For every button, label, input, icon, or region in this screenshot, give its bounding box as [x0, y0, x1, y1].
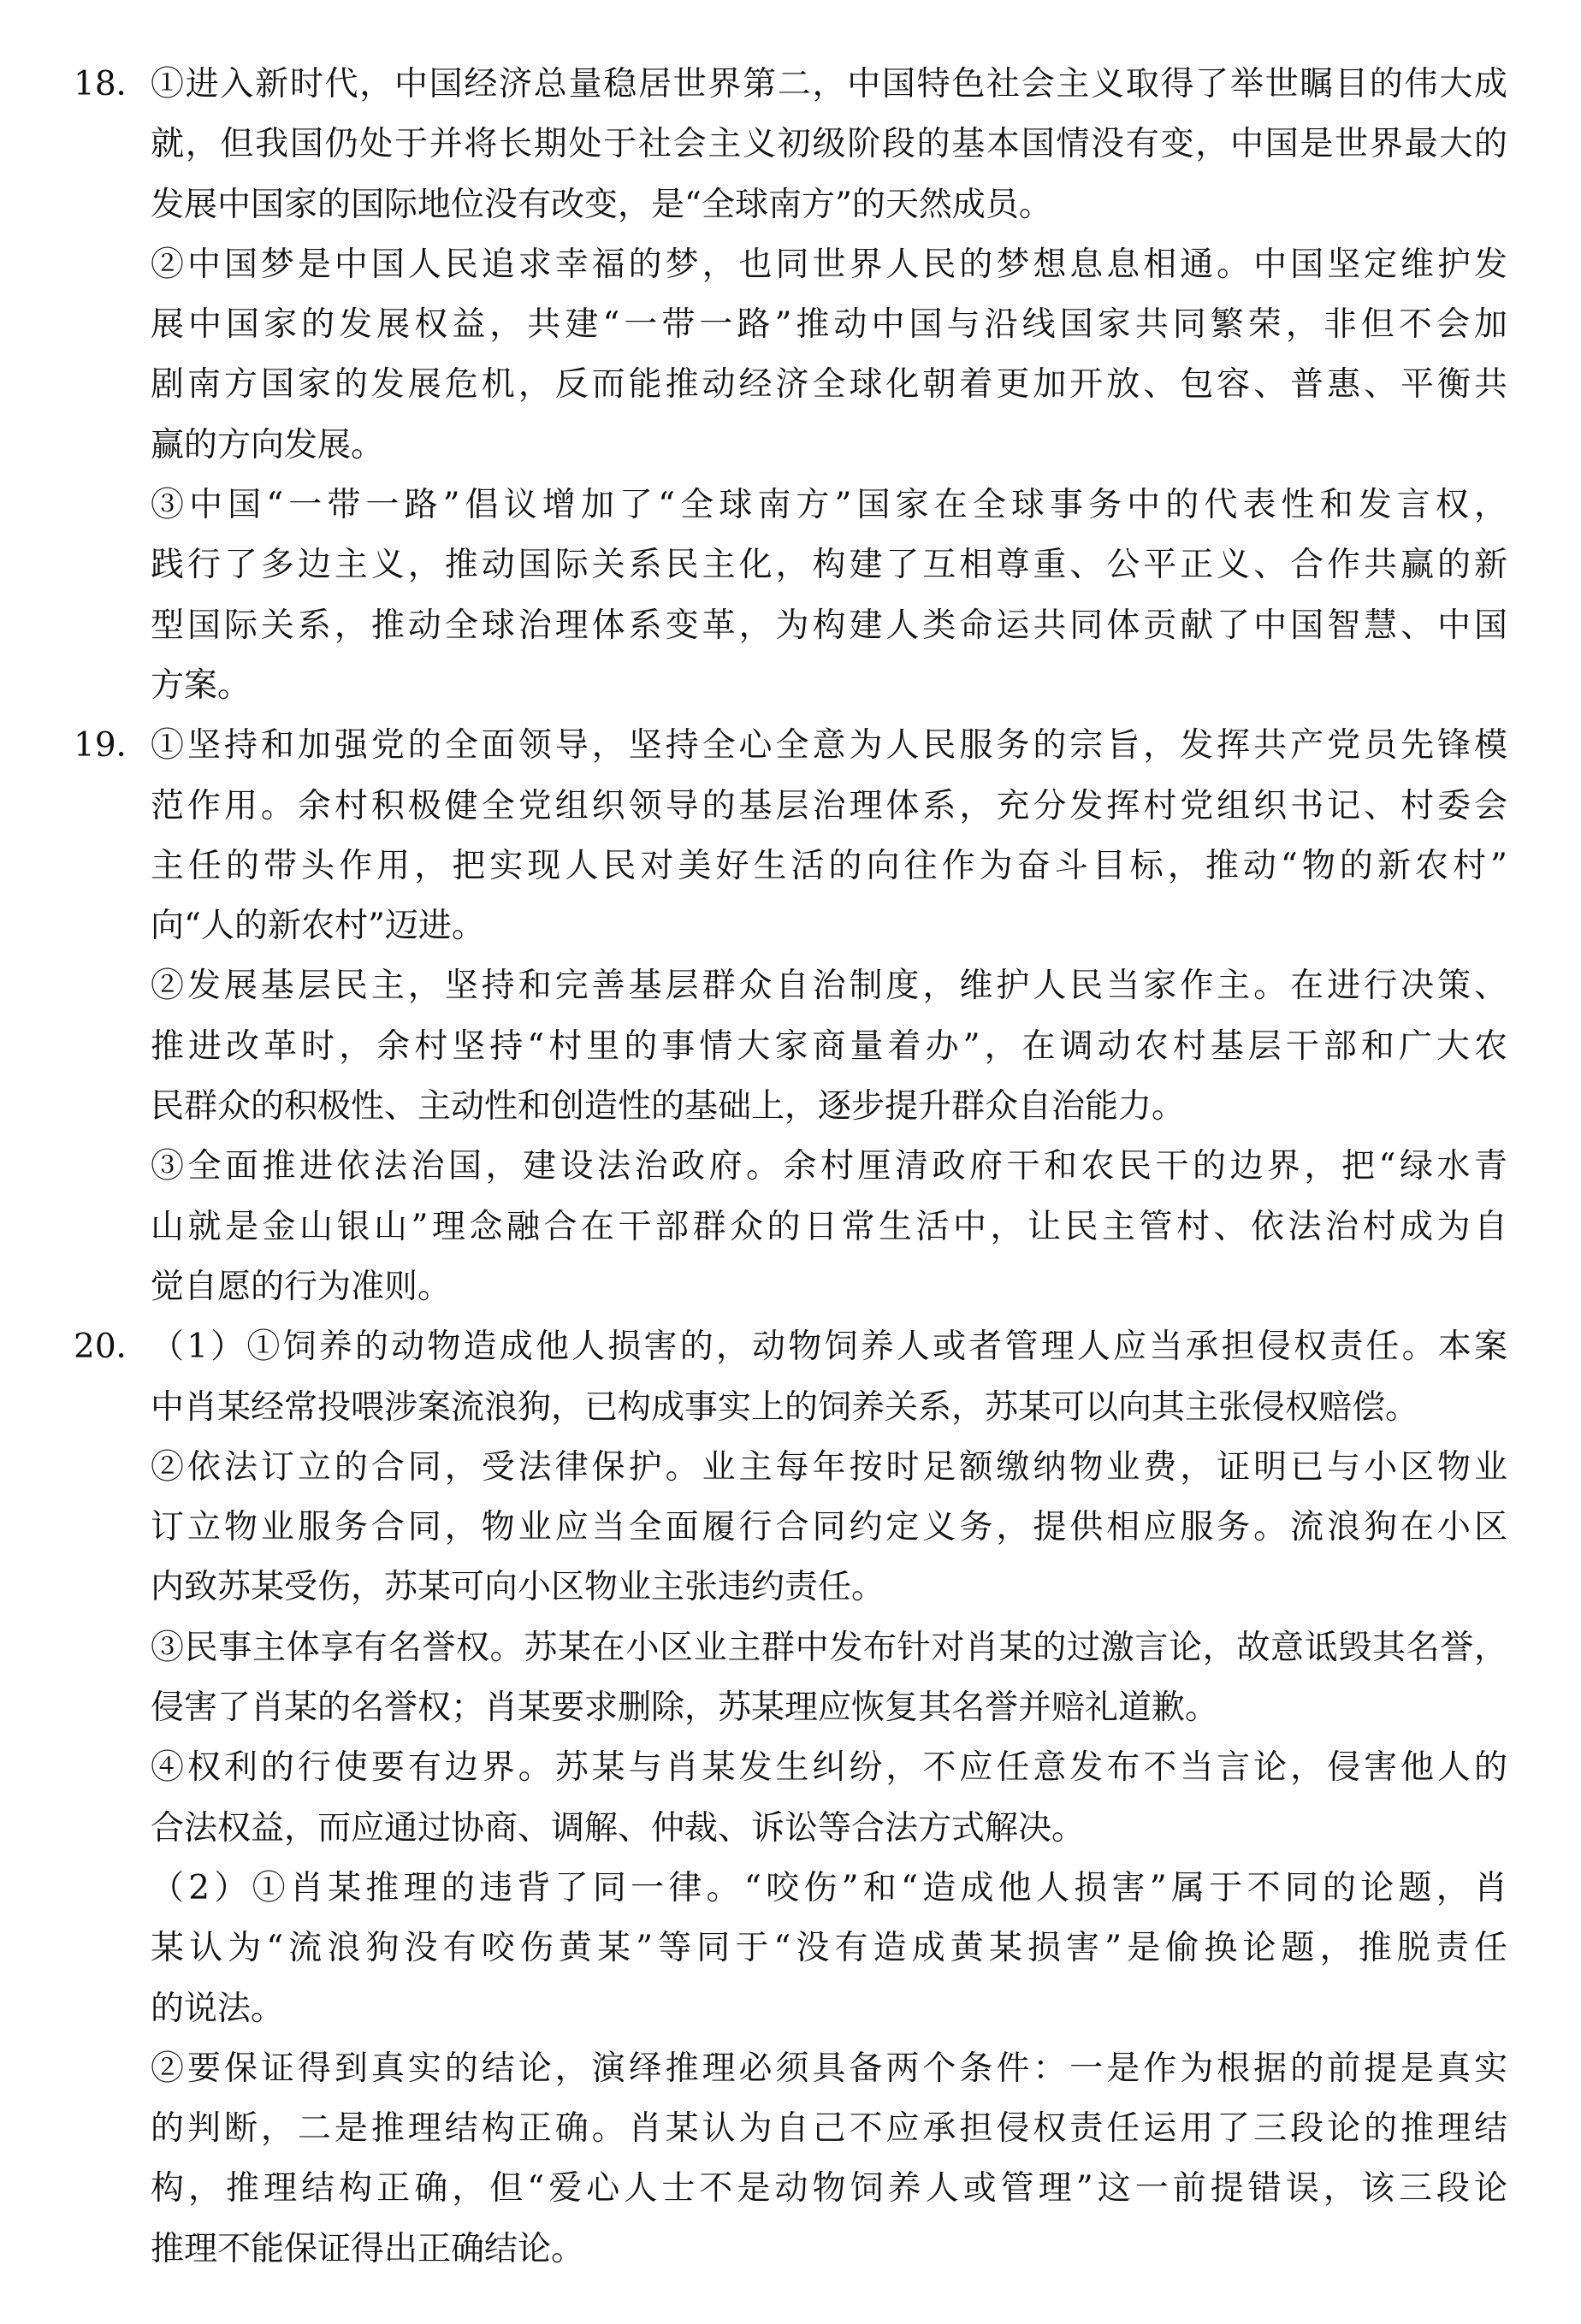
question-number: 18．	[74, 65, 150, 103]
answer-line-text: ③全面推进依法治国，建设法治政府。余村厘清政府干和农民干的边界，把“绿水青	[151, 1147, 1507, 1186]
answer-line	[74, 535, 1507, 595]
answer-line	[74, 2220, 1507, 2280]
answer-line-text: 民群众的积极性、主动性和创造性的基础上，逐步提升群众自治能力。	[151, 1087, 1186, 1127]
answer-paragraph	[74, 1738, 1507, 1859]
answer-line	[74, 355, 1507, 415]
answer-line-text: 发展中国家的国际地位没有改变，是“全球南方”的天然成员。	[151, 185, 1052, 224]
answer-line	[74, 837, 1507, 896]
question-block	[74, 716, 1507, 1317]
answer-line	[74, 1017, 1507, 1077]
answer-line	[74, 1919, 1507, 1978]
answer-line-text: 内致苏某受伤，苏某可向小区物业主张违约责任。	[151, 1568, 885, 1607]
answer-line	[74, 896, 1507, 956]
answer-line	[74, 1077, 1507, 1137]
answer-line-text: （1）①饲养的动物造成他人损害的，动物饲养人或者管理人应当承担侵权责任。本案	[151, 1328, 1507, 1367]
answer-line	[74, 1257, 1507, 1317]
question-block	[74, 1317, 1507, 2280]
answer-paragraph	[74, 1137, 1507, 1317]
answer-line	[74, 1378, 1507, 1438]
answer-line	[74, 1317, 1507, 1377]
answer-paragraph	[74, 956, 1507, 1137]
answer-paragraph	[74, 235, 1507, 476]
answer-line-text: ①坚持和加强党的全面领导，坚持全心全意为人民服务的宗旨，发挥共产党员先锋模	[151, 726, 1507, 766]
answer-line-text: 型国际关系，推动全球治理体系变革，为构建人类命运共同体贡献了中国智慧、中国	[151, 606, 1507, 645]
answer-line	[74, 1137, 1507, 1197]
answer-line	[74, 1558, 1507, 1617]
answer-line-text: 向“人的新农村”迈进。	[151, 907, 485, 946]
answer-paragraph	[74, 55, 1507, 235]
answer-line	[74, 656, 1507, 716]
answer-line	[74, 1438, 1507, 1498]
answer-line	[74, 2099, 1507, 2159]
question-block	[74, 55, 1507, 716]
answer-line	[74, 2039, 1507, 2099]
answer-line-text: 践行了多边主义，推动国际关系民主化，构建了互相尊重、公平正义、合作共赢的新	[151, 546, 1507, 585]
answer-line-text: 某认为“流浪狗没有咬伤黄某”等同于“没有造成黄某损害”是偷换论题，推脱责任	[151, 1929, 1507, 1968]
answer-line	[74, 716, 1507, 776]
answer-line	[74, 777, 1507, 837]
answer-line	[74, 175, 1507, 235]
answer-line-text: ②依法订立的合同，受法律保护。业主每年按时足额缴纳物业费，证明已与小区物业	[151, 1447, 1507, 1487]
answer-line-text: 侵害了肖某的名誉权；肖某要求删除，苏某理应恢复其名誉并赔礼道歉。	[151, 1688, 1219, 1728]
answer-line	[74, 416, 1507, 476]
answer-line	[74, 1498, 1507, 1558]
answer-line	[74, 1979, 1507, 2039]
answer-line	[74, 476, 1507, 535]
answer-line	[74, 956, 1507, 1016]
answer-line-text: ②发展基层民主，坚持和完善基层群众自治制度，维护人民当家作主。在进行决策、	[151, 967, 1507, 1006]
answer-line-text: 主任的带头作用，把实现人民对美好生活的向往作为奋斗目标，推动“物的新农村”	[151, 846, 1507, 885]
answer-line	[74, 1197, 1507, 1257]
answer-paragraph	[74, 2039, 1507, 2280]
answer-line-text: 的判断，二是推理结构正确。肖某认为自己不应承担侵权责任运用了三段论的推理结	[151, 2109, 1507, 2149]
answer-line-text: 推进改革时，余村坚持“村里的事情大家商量着办”，在调动农村基层干部和广大农	[151, 1026, 1507, 1066]
answer-line-text: 构，推理结构正确，但“爱心人士不是动物饲养人或管理”这一前提错误，该三段论	[151, 2169, 1507, 2209]
answer-line	[74, 115, 1507, 174]
answer-line	[74, 1678, 1507, 1738]
answer-line-text: 赢的方向发展。	[151, 425, 385, 464]
answer-paragraph	[74, 716, 1507, 956]
answer-paragraph	[74, 1859, 1507, 2039]
answer-line-text: 订立物业服务合同，物业应当全面履行合同约定义务，提供相应服务。流浪狗在小区	[151, 1508, 1507, 1547]
answer-line-text: ②要保证得到真实的结论，演绎推理必须具备两个条件：一是作为根据的前提是真实	[151, 2049, 1507, 2088]
answer-line	[74, 1618, 1507, 1678]
answer-paragraph	[74, 1317, 1507, 1438]
answer-paragraph	[74, 1618, 1507, 1739]
answer-line	[74, 596, 1507, 656]
question-number: 19．	[74, 726, 150, 766]
answer-paragraph	[74, 1438, 1507, 1618]
answer-line-text: ③中国“一带一路”倡议增加了“全球南方”国家在全球事务中的代表性和发言权，	[151, 486, 1507, 525]
answer-line-text: 中肖某经常投喂涉案流浪狗，已构成事实上的饲养关系，苏某可以向其主张侵权赔偿。	[151, 1387, 1419, 1427]
answer-line-text: 山就是金山银山”理念融合在干部群众的日常生活中，让民主管村、依法治村成为自	[151, 1207, 1507, 1246]
answer-line-text: 推理不能保证得出正确结论。	[151, 2229, 585, 2268]
answer-document	[74, 55, 1507, 2280]
answer-paragraph	[74, 476, 1507, 716]
answer-line-text: （2）①肖某推理的违背了同一律。“咬伤”和“造成他人损害”属于不同的论题，肖	[151, 1868, 1507, 1907]
answer-line-text: 合法权益，而应通过协商、调解、仲裁、诉讼等合法方式解决。	[151, 1808, 1086, 1848]
answer-line	[74, 1799, 1507, 1859]
answer-line-text: ①进入新时代，中国经济总量稳居世界第二，中国特色社会主义取得了举世瞩目的伟大成	[151, 65, 1507, 103]
answer-line-text: 方案。	[151, 665, 252, 705]
answer-line-text: ③民事主体享有名誉权。苏某在小区业主群中发布针对肖某的过激言论，故意诋毁其名誉，	[151, 1628, 1507, 1667]
answer-line	[74, 1738, 1507, 1798]
answer-line	[74, 1859, 1507, 1919]
answer-line-text: ④权利的行使要有边界。苏某与肖某发生纠纷，不应任意发布不当言论，侵害他人的	[151, 1748, 1507, 1788]
answer-line-text: 范作用。余村积极健全党组织领导的基层治理体系，充分发挥村党组织书记、村委会	[151, 786, 1507, 825]
answer-line	[74, 55, 1507, 115]
answer-line	[74, 235, 1507, 295]
answer-line	[74, 295, 1507, 355]
answer-line-text: 觉自愿的行为准则。	[151, 1267, 452, 1306]
answer-line-text: 就，但我国仍处于并将长期处于社会主义初级阶段的基本国情没有变，中国是世界最大的	[151, 125, 1507, 164]
answer-line-text: ②中国梦是中国人民追求幸福的梦，也同世界人民的梦想息息相通。中国坚定维护发	[151, 245, 1507, 284]
answer-line-text: 剧南方国家的发展危机，反而能推动经济全球化朝着更加开放、包容、普惠、平衡共	[151, 365, 1507, 405]
question-number: 20．	[74, 1328, 150, 1367]
answer-line-text: 展中国家的发展权益，共建“一带一路”推动中国与沿线国家共同繁荣，非但不会加	[151, 305, 1507, 345]
answer-line-text: 的说法。	[151, 1989, 285, 2028]
answer-line	[74, 2159, 1507, 2219]
